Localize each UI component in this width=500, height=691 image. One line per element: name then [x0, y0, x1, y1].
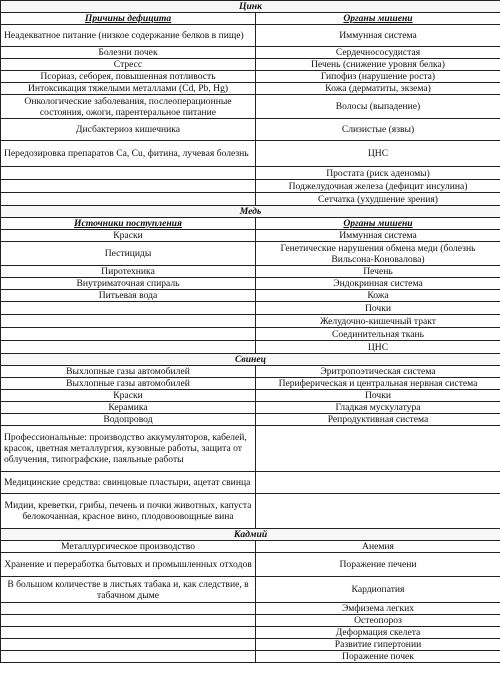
- cell-left: [1, 167, 256, 180]
- table-row: [1, 278, 500, 290]
- table-body: [1, 1, 500, 663]
- table-row: [1, 615, 500, 627]
- cell-left: [1, 341, 256, 354]
- cell-right: Поражение почек: [256, 651, 500, 663]
- column-header-right: Органы мишени: [256, 13, 500, 25]
- column-header-row: [1, 218, 500, 230]
- table-row: [1, 577, 500, 603]
- cell-left: Пестициды: [1, 242, 256, 266]
- table-row: [1, 390, 500, 402]
- cell-left: [1, 627, 256, 639]
- cell-right: Иммунная система: [256, 230, 500, 242]
- table-row: [1, 341, 500, 354]
- cell-left: Болезни почек: [1, 47, 256, 59]
- cell-left: Передозировка препаратов Ca, Cu, фитина, лучевая болезнь: [1, 141, 256, 167]
- cell-left: Питьевая вода: [1, 290, 256, 302]
- cell-left: Пиротехника: [1, 266, 256, 278]
- cell-left: Керамика: [1, 402, 256, 414]
- cell-right: Иммунная система: [256, 25, 500, 47]
- table-row: [1, 83, 500, 95]
- cell-right: [256, 472, 500, 494]
- table-row: [1, 402, 500, 414]
- section-title: Кадмий: [1, 529, 500, 541]
- cell-left: Медицинские средства: свинцовые пластыри, ацетат свинца: [1, 472, 256, 494]
- cell-right: Кардиопатия: [256, 577, 500, 603]
- cell-right: [256, 426, 500, 472]
- cell-left: [1, 603, 256, 615]
- cell-right: Простата (риск аденомы): [256, 167, 500, 180]
- cell-right: Печень: [256, 266, 500, 278]
- cell-right: [256, 494, 500, 529]
- cell-left: Краски: [1, 230, 256, 242]
- cell-right: Почки: [256, 302, 500, 315]
- cell-left: Профессиональные: производство аккумуляторов, кабелей, красок, цветная металлургия, кузовные работы, защита от облучения, типографские, паяльные работы: [1, 426, 256, 472]
- column-header-left: Источники поступления: [1, 218, 256, 230]
- table-row: [1, 25, 500, 47]
- cell-left: Хранение и переработка бытовых и промышленных отходов: [1, 553, 256, 577]
- cell-left: [1, 651, 256, 663]
- cell-left: [1, 328, 256, 341]
- cell-right: Гипофиз (нарушение роста): [256, 71, 500, 83]
- cell-right: Эндокринная система: [256, 278, 500, 290]
- cell-left: [1, 639, 256, 651]
- table-row: [1, 180, 500, 193]
- table-row: [1, 472, 500, 494]
- cell-right: Генетические нарушения обмена меди (болезнь Вильсона-Коновалова): [256, 242, 500, 266]
- cell-left: Краски: [1, 390, 256, 402]
- cell-right: Анемия: [256, 541, 500, 553]
- cell-left: Выхлопные газы автомобилей: [1, 378, 256, 390]
- cell-right: Кожа: [256, 290, 500, 302]
- cell-right: Печень (снижение уровня белка): [256, 59, 500, 71]
- cell-right: Волосы (выпадение): [256, 95, 500, 119]
- table-row: [1, 627, 500, 639]
- table-row: [1, 541, 500, 553]
- table-row: [1, 290, 500, 302]
- cell-left: Дисбактериоз кишечника: [1, 119, 256, 141]
- cell-left: Металлургическое производство: [1, 541, 256, 553]
- cell-right: Поджелудочная железа (дефицит инсулина): [256, 180, 500, 193]
- table-row: [1, 167, 500, 180]
- section-title: Свинец: [1, 354, 500, 366]
- table-row: [1, 95, 500, 119]
- section-title: Медь: [1, 206, 500, 218]
- cell-left: [1, 193, 256, 206]
- cell-left: Неадекватное питание (низкое содержание белков в пище): [1, 25, 256, 47]
- cell-left: [1, 180, 256, 193]
- cell-left: [1, 302, 256, 315]
- cell-left: Внутриматочная спираль: [1, 278, 256, 290]
- cell-left: Водопровод: [1, 414, 256, 426]
- cell-right: Поражение печени: [256, 553, 500, 577]
- table-row: [1, 494, 500, 529]
- cell-right: Почки: [256, 390, 500, 402]
- table-row: [1, 366, 500, 378]
- table-row: [1, 266, 500, 278]
- table-row: [1, 603, 500, 615]
- table-row: [1, 302, 500, 315]
- table-row: [1, 71, 500, 83]
- column-header-right: Органы мишени: [256, 218, 500, 230]
- table-row: [1, 639, 500, 651]
- section-title-row: [1, 354, 500, 366]
- cell-right: Гладкая мускулатура: [256, 402, 500, 414]
- cell-left: Псориаз, себорея, повышенная потливость: [1, 71, 256, 83]
- table-row: [1, 193, 500, 206]
- cell-right: Слизистые (язвы): [256, 119, 500, 141]
- cell-left: Мидии, креветки, грибы, печень и почки животных, капуста белокочанная, красное вино, плодовоовощные вина: [1, 494, 256, 529]
- table-row: [1, 230, 500, 242]
- column-header-row: [1, 13, 500, 25]
- cell-right: Сетчатка (ухудшение зрения): [256, 193, 500, 206]
- table-row: [1, 426, 500, 472]
- section-title-row: [1, 206, 500, 218]
- table-row: [1, 242, 500, 266]
- table-row: [1, 119, 500, 141]
- cell-left: [1, 615, 256, 627]
- cell-right: Эмфизема легких: [256, 603, 500, 615]
- cell-right: Соединительная ткань: [256, 328, 500, 341]
- table-row: [1, 47, 500, 59]
- cell-right: Периферическая и центральная нервная система: [256, 378, 500, 390]
- cell-right: Развитие гипертонии: [256, 639, 500, 651]
- table-row: [1, 141, 500, 167]
- column-header-left: Причины дефицита: [1, 13, 256, 25]
- section-title-row: [1, 529, 500, 541]
- cell-left: В большом количестве в листьях табака и, как следствие, в табачном дыме: [1, 577, 256, 603]
- cell-left: [1, 315, 256, 328]
- table-row: [1, 651, 500, 663]
- cell-left: Стресс: [1, 59, 256, 71]
- cell-right: Деформация скелета: [256, 627, 500, 639]
- cell-right: Желудочно-кишечный тракт: [256, 315, 500, 328]
- table-row: [1, 328, 500, 341]
- cell-right: Эритропоэтическая система: [256, 366, 500, 378]
- cell-right: Репродуктивная система: [256, 414, 500, 426]
- table-row: [1, 315, 500, 328]
- cell-right: Сердечнососудистая: [256, 47, 500, 59]
- table-row: [1, 553, 500, 577]
- table-row: [1, 414, 500, 426]
- table-row: [1, 59, 500, 71]
- cell-right: Остеопороз: [256, 615, 500, 627]
- cell-left: Онкологические заболевания, послеоперационные состояния, ожоги, парентеральное питание: [1, 95, 256, 119]
- section-title: Цинк: [1, 1, 500, 13]
- cell-right: Кожа (дерматиты, экзема): [256, 83, 500, 95]
- table-row: [1, 378, 500, 390]
- section-title-row: [1, 1, 500, 13]
- cell-left: Выхлопные газы автомобилей: [1, 366, 256, 378]
- cell-right: ЦНС: [256, 341, 500, 354]
- cell-left: Интоксикация тяжелыми металлами (Cd, Pb, Hg): [1, 83, 256, 95]
- cell-right: ЦНС: [256, 141, 500, 167]
